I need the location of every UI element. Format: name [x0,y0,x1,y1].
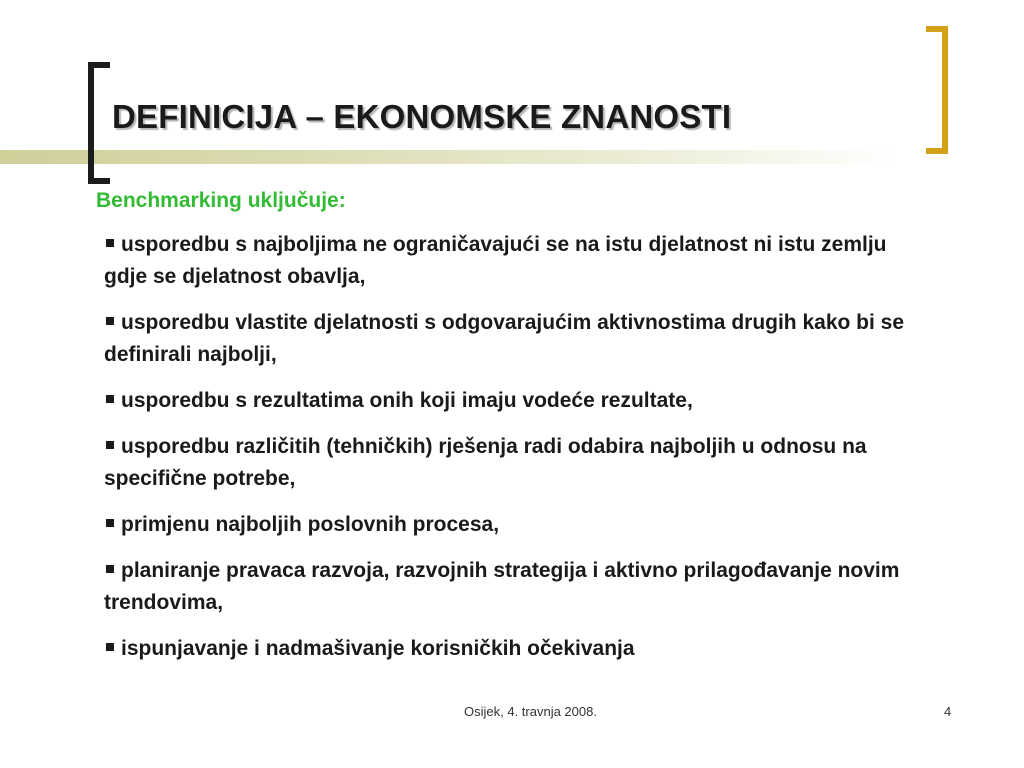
bullet-item [104,555,934,619]
square-bullet-icon [106,395,114,403]
bullet-item [104,633,934,665]
bullet-item [104,509,934,541]
square-bullet-icon [106,565,114,573]
footer-date: Osijek, 4. travnja 2008. [464,704,597,719]
title-band [0,150,900,164]
bullet-list [104,229,934,679]
bullet-text: usporedbu vlastite djelatnosti s odgovarajućim aktivnostima drugih kako bi se definirali najbolji, [104,311,905,366]
square-bullet-icon [106,643,114,651]
bullet-text: usporedbu s rezultatima onih koji imaju vodeće rezultate, [121,389,693,412]
left-bracket-decoration [88,62,112,184]
bullet-text: usporedbu različitih (tehničkih) rješenja radi odabira najboljih u odnosu na specifične potrebe, [104,435,867,490]
square-bullet-icon [106,239,114,247]
page-number: 4 [944,704,952,719]
bullet-item [104,385,934,417]
slide-title: DEFINICIJA – EKONOMSKE ZNANOSTI [112,98,732,135]
square-bullet-icon [106,519,114,527]
bullet-item [104,431,934,495]
bullet-item [104,229,934,293]
slide-subtitle: Benchmarking uključuje: [96,189,346,212]
bullet-text: ispunjavanje i nadmašivanje korisničkih očekivanja [121,637,635,660]
square-bullet-icon [106,441,114,449]
bullet-text: usporedbu s najboljima ne ograničavajući se na istu djelatnost ni istu zemlju gdje se djelatnost obavlja, [104,233,887,288]
bullet-text: primjenu najboljih poslovnih procesa, [121,513,500,536]
right-bracket-decoration [924,26,948,154]
bullet-text: planiranje pravaca razvoja, razvojnih strategija i aktivno prilagođavanje novim trendovima, [104,559,900,614]
bullet-item [104,307,934,371]
square-bullet-icon [106,317,114,325]
